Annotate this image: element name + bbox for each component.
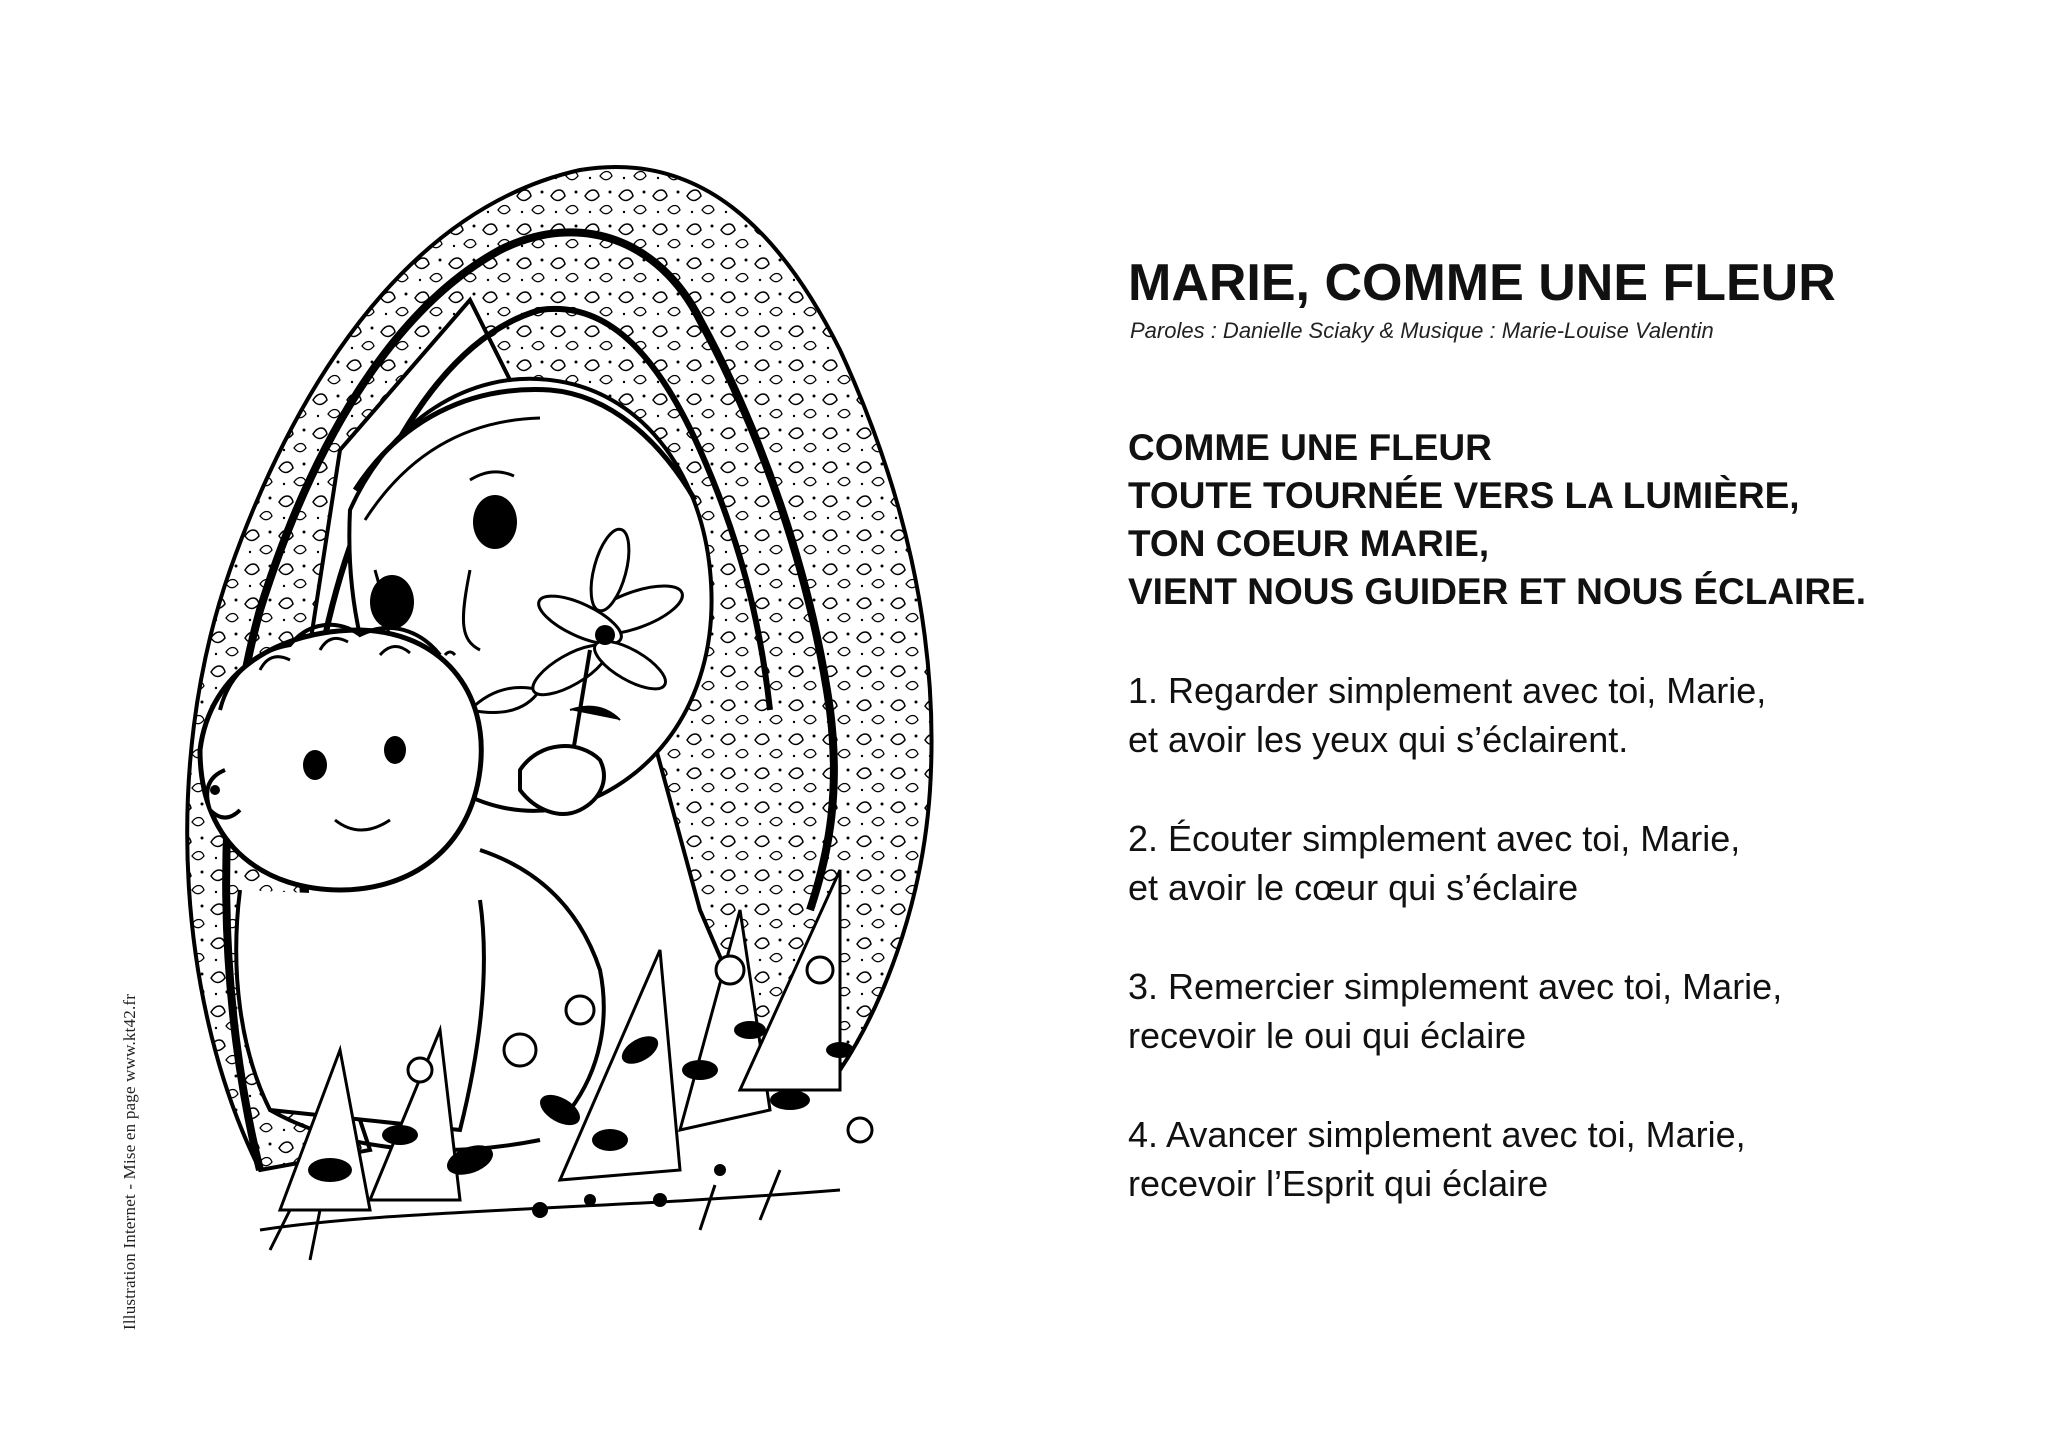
chorus-line: VIENT NOUS GUIDER ET NOUS ÉCLAIRE.: [1128, 571, 1867, 612]
verse-line: recevoir l’Esprit qui éclaire: [1128, 1163, 1549, 1204]
chorus-line: TON COEUR MARIE,: [1128, 523, 1490, 564]
verse-line: et avoir le cœur qui s’éclaire: [1128, 867, 1579, 908]
verse-3: [1128, 962, 1988, 1060]
song-title: MARIE, COMME UNE FLEUR: [1128, 254, 1836, 312]
verse-2: [1128, 814, 1988, 912]
verse-line: 4. Avancer simplement avec toi, Marie,: [1128, 1114, 1746, 1155]
illustration-credit: Illustration Internet - Mise en page www.kt42.fr: [120, 993, 139, 1330]
verse-line: 2. Écouter simplement avec toi, Marie,: [1128, 818, 1741, 859]
chorus: [1128, 424, 1988, 616]
song-text-column: [1128, 252, 1988, 1208]
verse-line: 3. Remercier simplement avec toi, Marie,: [1128, 966, 1783, 1007]
verse-line: 1. Regarder simplement avec toi, Marie,: [1128, 670, 1767, 711]
chorus-line: COMME UNE FLEUR: [1128, 427, 1492, 468]
verse-line: recevoir le oui qui éclaire: [1128, 1015, 1527, 1056]
song-authors: Paroles : Danielle Sciaky & Musique : Marie-Louise Valentin: [1130, 318, 1714, 343]
mary-with-child-illustration: [140, 150, 960, 1350]
mary-with-child-icon: [140, 150, 960, 1350]
chorus-line: TOUTE TOURNÉE VERS LA LUMIÈRE,: [1128, 475, 1800, 516]
verse-1: [1128, 666, 1988, 764]
verses: [1128, 666, 1988, 1208]
verse-4: [1128, 1110, 1988, 1208]
verse-line: et avoir les yeux qui s’éclairent.: [1128, 719, 1629, 760]
